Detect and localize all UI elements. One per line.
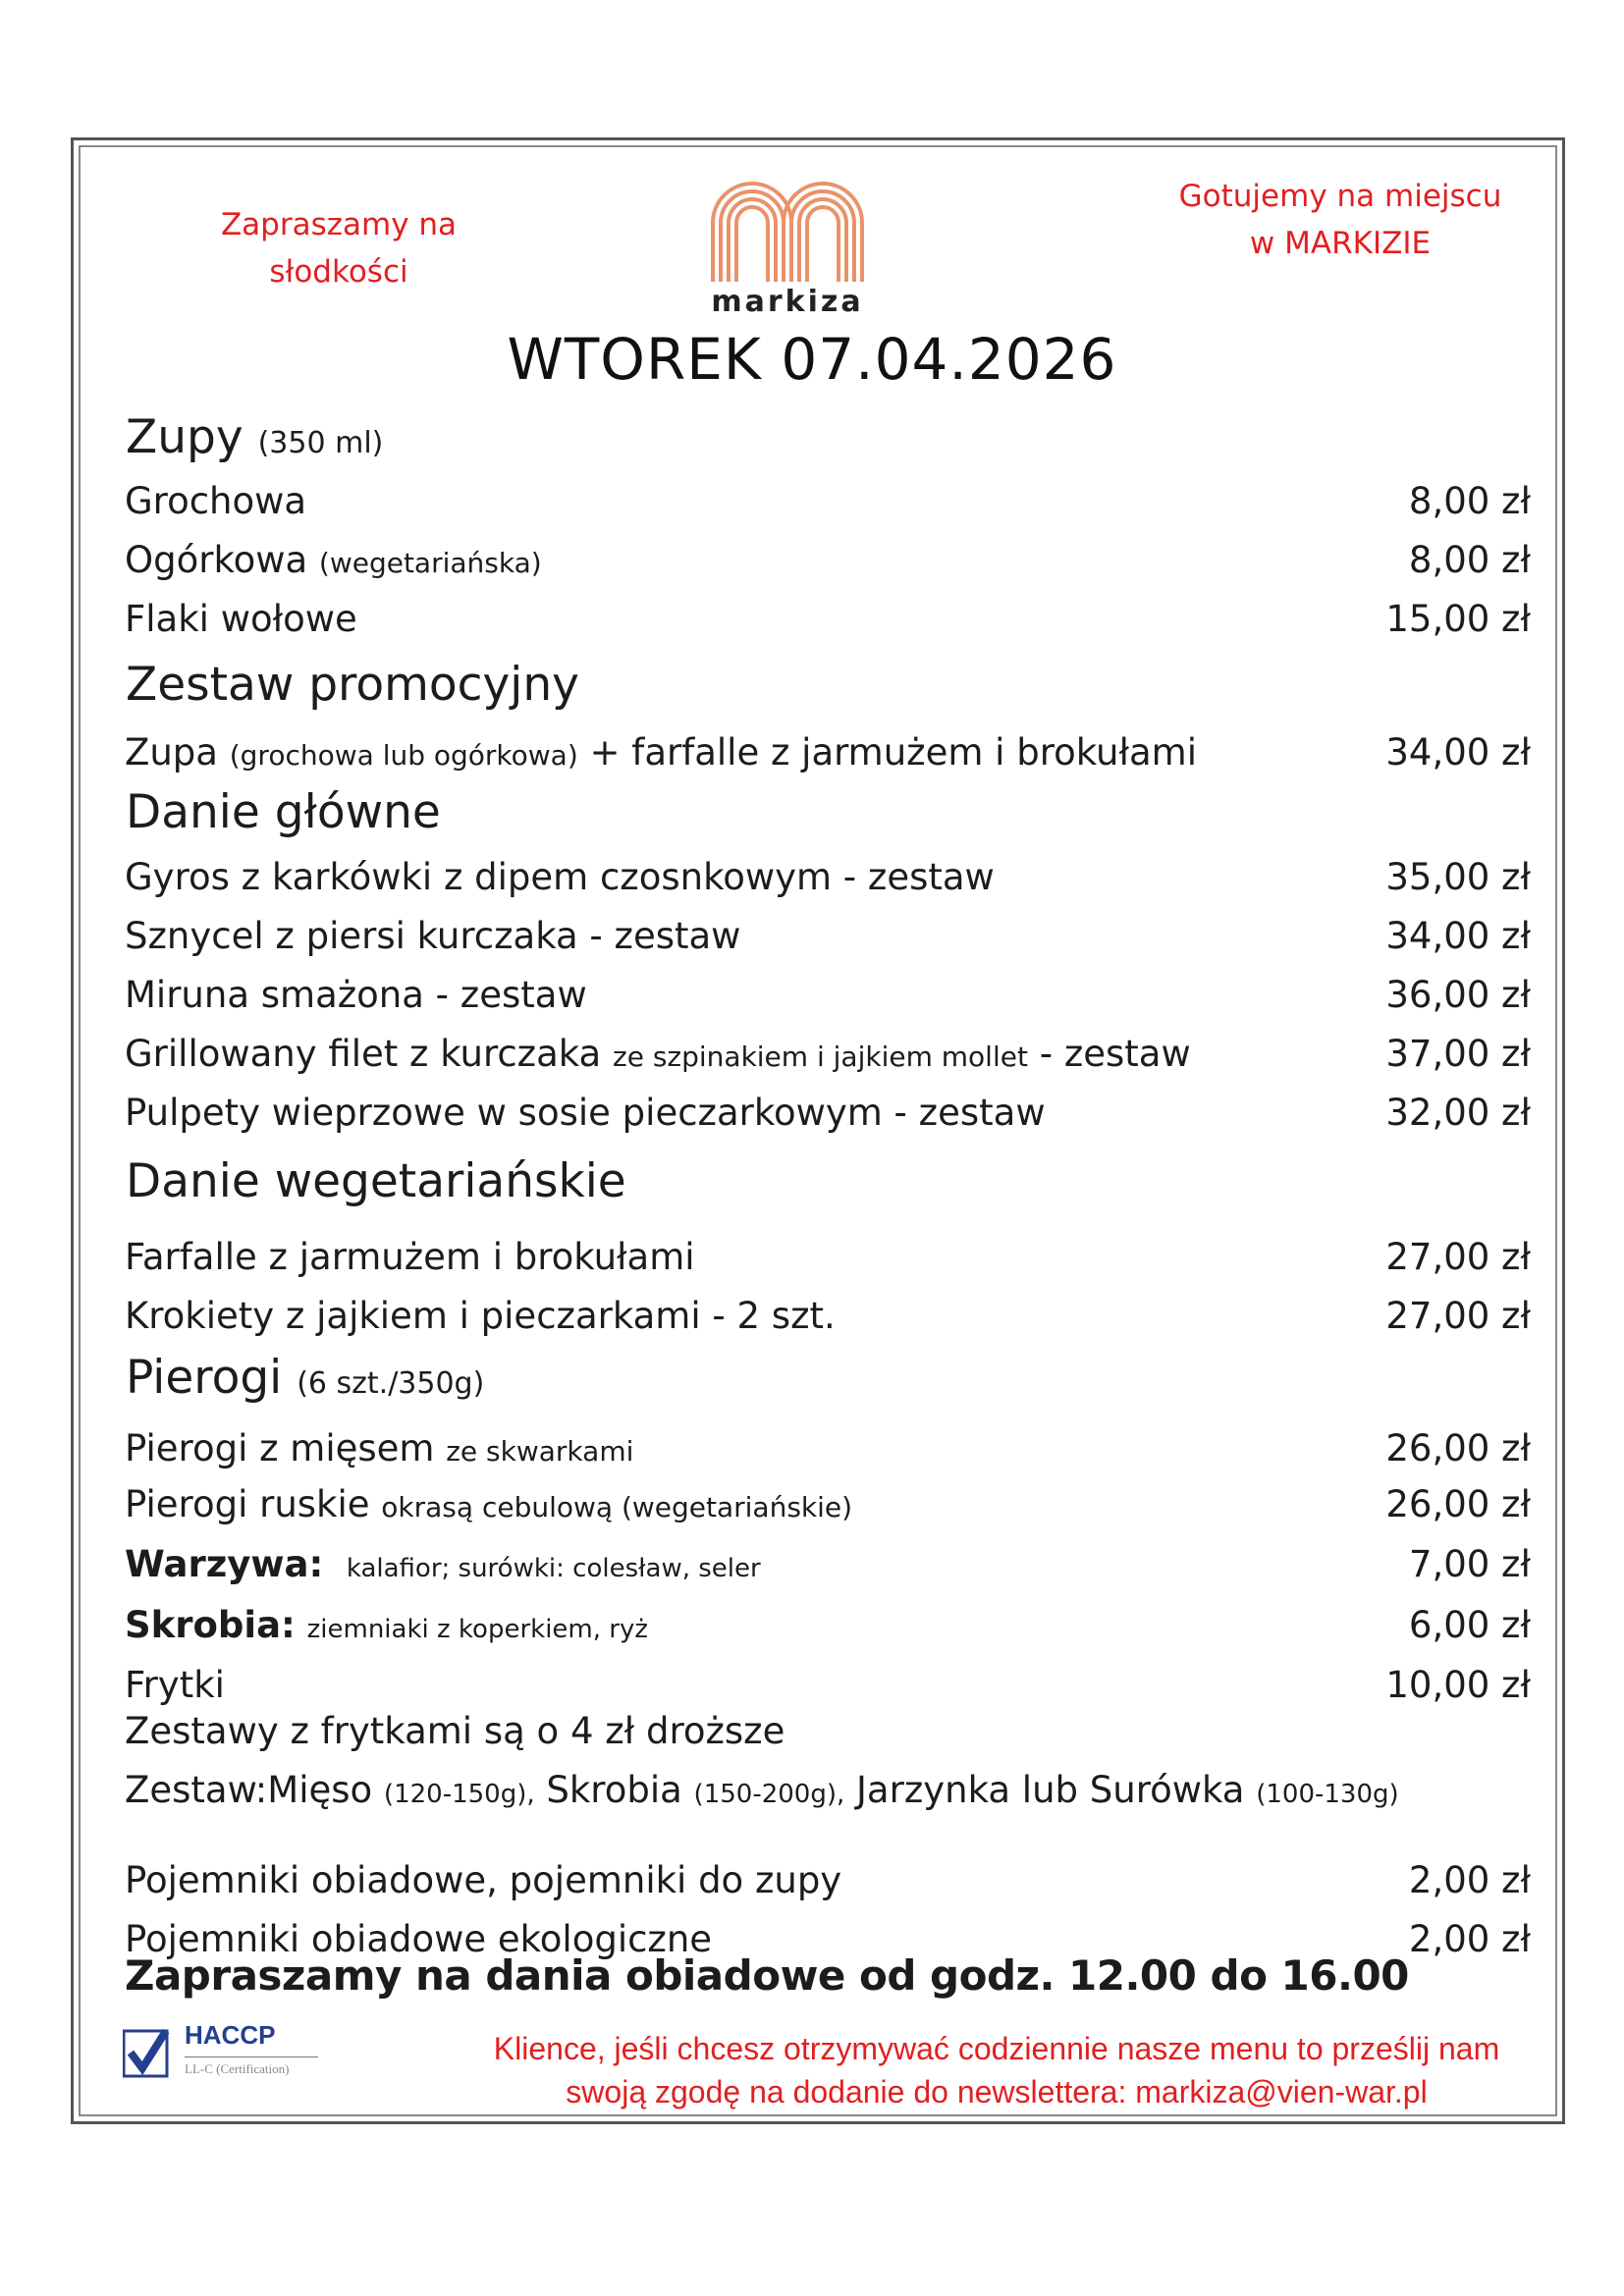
set-composition-note — [125, 1769, 1399, 1811]
pierogi-heading — [126, 1351, 484, 1405]
item-name — [125, 1033, 1191, 1075]
cook-on-site-line: Gotujemy na miejscu — [1178, 179, 1502, 214]
item-price: 27,00 zł — [1385, 1236, 1531, 1278]
vegetarian-heading: Danie wegetariańskie — [126, 1154, 626, 1208]
item-price: 36,00 zł — [1385, 974, 1531, 1016]
sweets-invitation-line: Zapraszamy na — [220, 207, 458, 242]
item-note: okrasą cebulową (wegetariańskie) — [381, 1491, 853, 1523]
pierogi-portion: (6 szt./350g) — [297, 1366, 485, 1401]
item-name: Krokiety z jajkiem i pieczarkami - 2 szt. — [125, 1295, 836, 1337]
haccp-subtitle: LL-C (Certification) — [185, 2061, 290, 2076]
menu-row — [125, 589, 1531, 648]
fries-sets-note: Zestawy z frytkami są o 4 zł droższe — [125, 1710, 785, 1752]
item-price: 7,00 zł — [1408, 1543, 1531, 1585]
item-price: 26,00 zł — [1385, 1427, 1531, 1469]
item-name-text: - zestaw — [1039, 1033, 1191, 1075]
mains-heading: Danie główne — [126, 785, 441, 839]
menu-row — [125, 1655, 1531, 1714]
haccp-divider — [185, 2056, 318, 2057]
item-name — [125, 1483, 852, 1525]
set-part: Jarzynka lub Surówka — [856, 1769, 1245, 1811]
sweets-invitation — [211, 201, 466, 295]
sweets-invitation-line: słodkości — [269, 254, 408, 290]
menu-row — [125, 722, 1531, 781]
promo-heading: Zestaw promocyjny — [126, 658, 579, 712]
item-name-text: Pierogi z mięsem — [125, 1427, 435, 1469]
item-name: Miruna smażona - zestaw — [125, 974, 587, 1016]
item-price: 35,00 zł — [1385, 856, 1531, 898]
item-price: 32,00 zł — [1385, 1092, 1531, 1134]
menu-row — [125, 530, 1531, 589]
item-name-text: Zupa — [125, 731, 218, 774]
menu-row — [125, 1850, 1531, 1909]
item-name — [125, 1543, 761, 1585]
item-name: Frytki — [125, 1664, 225, 1706]
side-label: Skrobia: — [125, 1604, 296, 1646]
item-name-text: Pierogi ruskie — [125, 1483, 370, 1525]
item-price: 34,00 zł — [1385, 731, 1531, 774]
newsletter-line: Klience, jeśli chcesz otrzymywać codziennie nasze menu to prześlij nam — [493, 2031, 1500, 2066]
item-price: 10,00 zł — [1385, 1664, 1531, 1706]
set-part-note: (100-130g) — [1256, 1780, 1399, 1809]
set-part-note: (150-200g), — [693, 1780, 845, 1809]
item-price: 34,00 zł — [1385, 915, 1531, 957]
menu-row — [125, 1418, 1531, 1477]
soups-heading — [126, 410, 383, 464]
soups-title: Zupy — [126, 410, 244, 464]
cook-on-site-line: w MARKIZIE — [1249, 226, 1432, 261]
item-name: Gyros z karkówki z dipem czosnkowym - zestaw — [125, 856, 995, 898]
item-price: 27,00 zł — [1385, 1295, 1531, 1337]
set-part: Skrobia — [546, 1769, 682, 1811]
item-name — [125, 1427, 633, 1469]
item-name — [125, 731, 1197, 774]
item-note: (wegetariańska) — [318, 547, 542, 579]
menu-row — [125, 1474, 1531, 1533]
item-name: Pojemniki obiadowe ekologiczne — [125, 1918, 713, 1960]
item-name-text: Grillowany filet z kurczaka — [125, 1033, 602, 1075]
menu-row — [125, 1083, 1531, 1142]
menu-row — [125, 1595, 1531, 1654]
item-price: 2,00 zł — [1408, 1918, 1531, 1960]
opening-hours: Zapraszamy na dania obiadowe od godz. 12.00 do 16.00 — [125, 1951, 1409, 2000]
item-name-text: + farfalle z jarmużem i brokułami — [589, 731, 1197, 774]
item-price: 2,00 zł — [1408, 1859, 1531, 1901]
item-note: ziemniaki z koperkiem, ryż — [306, 1615, 648, 1644]
side-label: Warzywa: — [125, 1543, 324, 1585]
haccp-check-icon — [123, 2027, 170, 2078]
item-name: Farfalle z jarmużem i brokułami — [125, 1236, 695, 1278]
menu-row — [125, 1286, 1531, 1345]
logo-wordmark: markiza — [711, 285, 864, 319]
item-note: ze szpinakiem i jajkiem mollet — [613, 1041, 1028, 1073]
set-part-note: (120-150g), — [383, 1780, 535, 1809]
menu-row — [125, 1227, 1531, 1286]
item-price: 26,00 zł — [1385, 1483, 1531, 1525]
menu-row — [125, 965, 1531, 1024]
item-price: 6,00 zł — [1408, 1604, 1531, 1646]
item-name: Pulpety wieprzowe w sosie pieczarkowym - zestaw — [125, 1092, 1046, 1134]
markiza-logo-icon — [709, 180, 866, 284]
item-note: (grochowa lub ogórkowa) — [229, 739, 578, 772]
cook-on-site-note — [1164, 173, 1517, 267]
item-name: Grochowa — [125, 480, 307, 522]
item-name — [125, 539, 542, 581]
item-name — [125, 1604, 648, 1646]
item-price: 15,00 zł — [1385, 598, 1531, 640]
menu-row — [125, 471, 1531, 530]
soups-portion: (350 ml) — [257, 426, 384, 460]
menu-row — [125, 1534, 1531, 1593]
item-price: 8,00 zł — [1408, 480, 1531, 522]
newsletter-line: swoją zgodę na dodanie do newslettera: markiza@vien-war.pl — [566, 2074, 1428, 2109]
day-title: WTOREK 07.04.2026 — [507, 326, 1117, 393]
newsletter-note — [432, 2027, 1561, 2113]
item-note: kalafior; surówki: colesław, seler — [346, 1554, 761, 1583]
item-name: Flaki wołowe — [125, 598, 357, 640]
set-part: Zestaw:Mięso — [125, 1769, 373, 1811]
item-price: 8,00 zł — [1408, 539, 1531, 581]
item-note: ze skwarkami — [446, 1435, 634, 1468]
item-name: Sznycel z piersi kurczaka - zestaw — [125, 915, 741, 957]
menu-row — [125, 1024, 1531, 1083]
pierogi-title: Pierogi — [126, 1351, 283, 1405]
item-price: 37,00 zł — [1385, 1033, 1531, 1075]
haccp-title: HACCP — [185, 2020, 276, 2050]
item-name: Pojemniki obiadowe, pojemniki do zupy — [125, 1859, 842, 1901]
item-name-text: Ogórkowa — [125, 539, 308, 581]
menu-row — [125, 906, 1531, 965]
menu-row — [125, 847, 1531, 906]
